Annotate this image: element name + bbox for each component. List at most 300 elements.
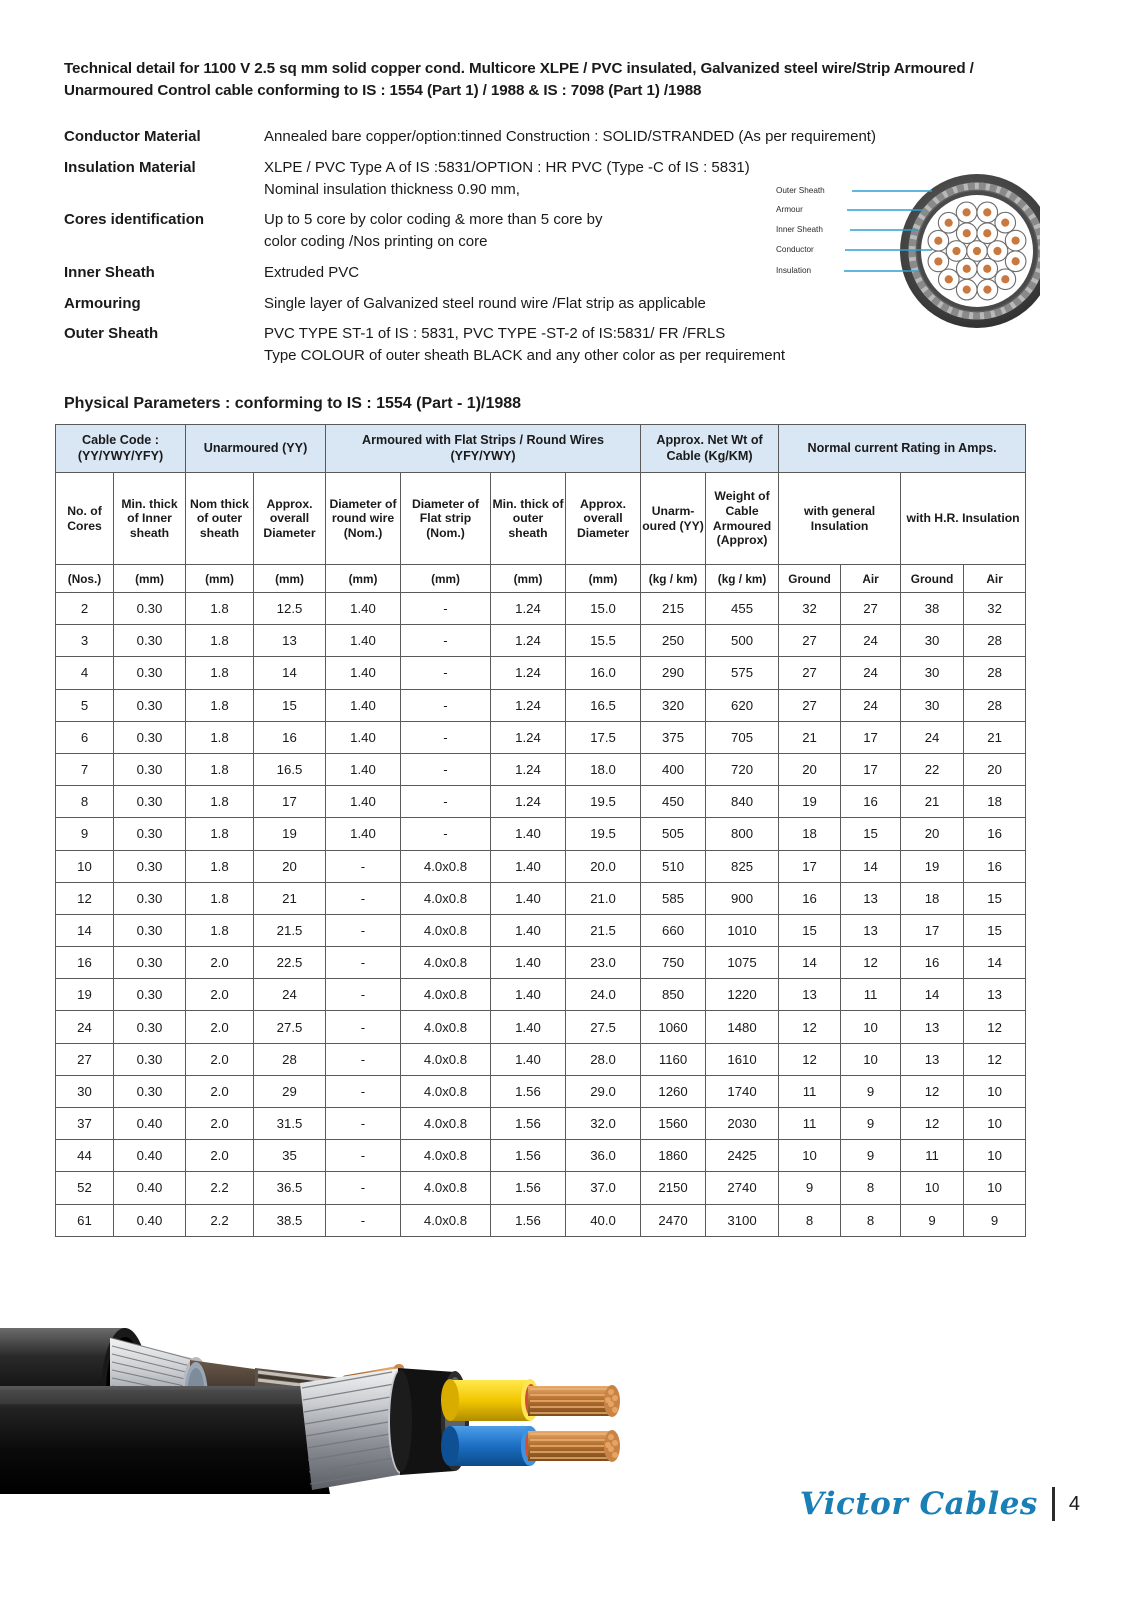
table-cell: - <box>326 1075 401 1107</box>
table-cell: 215 <box>641 593 706 625</box>
table-cell: 0.30 <box>114 753 186 785</box>
table-cell: - <box>326 1011 401 1043</box>
callout-inner-sheath: Inner Sheath <box>776 225 823 234</box>
table-cell: 2740 <box>706 1172 779 1204</box>
table-cell: 1.40 <box>326 593 401 625</box>
table-cell: 1.40 <box>326 657 401 689</box>
table-cell: 1.56 <box>491 1204 566 1236</box>
spec-value-line1: Extruded PVC <box>264 263 360 281</box>
table-cell: 27 <box>779 689 841 721</box>
table-cell: 4.0x0.8 <box>401 882 491 914</box>
table-cell: 29.0 <box>566 1075 641 1107</box>
page-footer <box>800 1486 1080 1522</box>
table-cell: 10 <box>841 1011 901 1043</box>
table-cell: 9 <box>841 1108 901 1140</box>
table-cell: - <box>401 657 491 689</box>
table-cell: 1.40 <box>491 882 566 914</box>
table-cell: 4.0x0.8 <box>401 1011 491 1043</box>
table-cell: 2.0 <box>186 1108 254 1140</box>
table-cell: - <box>401 753 491 785</box>
table-row <box>56 625 1026 657</box>
unit-cell: (mm) <box>326 565 401 593</box>
table-cell: 1.40 <box>326 818 401 850</box>
table-cell: 1075 <box>706 947 779 979</box>
table-cell: 1.40 <box>491 914 566 946</box>
table-head <box>56 425 1026 593</box>
table-cell: 900 <box>706 882 779 914</box>
table-cell: 290 <box>641 657 706 689</box>
core-conductor-dot <box>934 257 942 265</box>
table-cell: 12 <box>779 1043 841 1075</box>
table-cell: 4.0x0.8 <box>401 1075 491 1107</box>
table-cell: 1.8 <box>186 625 254 657</box>
table-cell: 500 <box>706 625 779 657</box>
table-cell: 2470 <box>641 1204 706 1236</box>
spec-label: Outer Sheath <box>64 325 159 343</box>
table-cell: 705 <box>706 721 779 753</box>
table-cell: 0.30 <box>114 979 186 1011</box>
table-cell: 2.2 <box>186 1172 254 1204</box>
table-cell: 1010 <box>706 914 779 946</box>
table-cell: 19 <box>56 979 114 1011</box>
table-row <box>56 593 1026 625</box>
table-cell: 12 <box>901 1108 964 1140</box>
table-cell: 29 <box>254 1075 326 1107</box>
table-cell: 11 <box>841 979 901 1011</box>
table-cell: 35 <box>254 1140 326 1172</box>
table-cell: 9 <box>964 1204 1026 1236</box>
table-cell: 16 <box>901 947 964 979</box>
unit-cell: Ground <box>779 565 841 593</box>
core-conductor-dot <box>962 208 970 216</box>
table-cell: 20 <box>901 818 964 850</box>
callout-conductor: Conductor <box>776 245 814 254</box>
spec-value-line2: Nominal insulation thickness 0.90 mm, <box>264 180 520 198</box>
table-cell: 825 <box>706 850 779 882</box>
table-cell: 8 <box>841 1204 901 1236</box>
table-cell: 16.0 <box>566 657 641 689</box>
table-cell: 30 <box>901 625 964 657</box>
group-header-net-weight: Approx. Net Wt of Cable (Kg/KM) <box>641 425 779 473</box>
copper-conductor-upper <box>528 1385 620 1417</box>
cable-cross-section-diagram <box>772 172 1040 330</box>
subheader-no-of-cores: No. of Cores <box>56 473 114 565</box>
spec-label: Cores identification <box>64 211 205 229</box>
table-cell: 750 <box>641 947 706 979</box>
table-cell: 1.24 <box>491 625 566 657</box>
table-cell: 0.30 <box>114 818 186 850</box>
core-conductor-dot <box>934 237 942 245</box>
table-cell: 11 <box>779 1108 841 1140</box>
table-cell: 10 <box>964 1140 1026 1172</box>
unit-cell: (kg / km) <box>641 565 706 593</box>
table-cell: 0.30 <box>114 882 186 914</box>
table-cell: 9 <box>841 1140 901 1172</box>
table-cell: 1.8 <box>186 593 254 625</box>
table-cell: 15.0 <box>566 593 641 625</box>
table-cell: - <box>326 850 401 882</box>
table-cell: 38 <box>901 593 964 625</box>
subheader-hr-insulation: with H.R. Insulation <box>901 473 1026 565</box>
unit-cell: (kg / km) <box>706 565 779 593</box>
table-cell: 2 <box>56 593 114 625</box>
unit-cell: (mm) <box>254 565 326 593</box>
table-cell: 1.8 <box>186 657 254 689</box>
spec-value-line2: Type COLOUR of outer sheath BLACK and any other color as per requirement <box>264 347 786 364</box>
table-cell: 19.5 <box>566 786 641 818</box>
table-cell: 1.24 <box>491 657 566 689</box>
table-cell: - <box>326 1108 401 1140</box>
table-cell: 1.40 <box>491 947 566 979</box>
table-cell: 36.0 <box>566 1140 641 1172</box>
table-cell: 12 <box>964 1011 1026 1043</box>
table-cell: - <box>401 786 491 818</box>
table-cell: 0.40 <box>114 1172 186 1204</box>
table-cell: 24 <box>254 979 326 1011</box>
spec-value-line1: XLPE / PVC Type A of IS :5831/OPTION : HR PVC (Type -C of IS : 5831) <box>264 158 750 176</box>
table-cell: - <box>326 914 401 946</box>
core-conductor-dot <box>945 219 953 227</box>
table-cell: 2.0 <box>186 1075 254 1107</box>
core-conductor-dot <box>963 286 971 294</box>
table-cell: 16 <box>254 721 326 753</box>
table-cell: 12 <box>841 947 901 979</box>
footer-divider <box>1052 1487 1055 1521</box>
table-cell: 0.40 <box>114 1108 186 1140</box>
table-cell: 1.40 <box>326 753 401 785</box>
table-cell: 800 <box>706 818 779 850</box>
table-cell: 21.5 <box>254 914 326 946</box>
table-cell: 11 <box>901 1140 964 1172</box>
copper-conductor-lower <box>528 1430 620 1462</box>
spec-value-line2: color coding /Nos printing on core <box>264 233 488 250</box>
table-cell: 4.0x0.8 <box>401 914 491 946</box>
table-body <box>56 593 1026 1237</box>
table-heading: Physical Parameters : conforming to IS : 1554 (Part - 1)/1988 <box>64 395 522 412</box>
table-cell: 10 <box>901 1172 964 1204</box>
table-cell: 31.5 <box>254 1108 326 1140</box>
unit-cell: Air <box>841 565 901 593</box>
table-cell: - <box>401 593 491 625</box>
table-cell: 38.5 <box>254 1204 326 1236</box>
table-cell: 19.5 <box>566 818 641 850</box>
table-row <box>56 1204 1026 1236</box>
table-cell: 27 <box>56 1043 114 1075</box>
table-cell: 27 <box>779 657 841 689</box>
callout-armour: Armour <box>776 205 803 214</box>
table-cell: 1.40 <box>326 689 401 721</box>
table-cell: 4.0x0.8 <box>401 1108 491 1140</box>
subheader-weight-armoured: Weight of Cable Armoured (Approx) <box>706 473 779 565</box>
table-cell: 27 <box>779 625 841 657</box>
group-header-current-rating: Normal current Rating in Amps. <box>779 425 1026 473</box>
table-cell: 1.40 <box>491 1011 566 1043</box>
table-cell: 400 <box>641 753 706 785</box>
table-cell: 12 <box>964 1043 1026 1075</box>
table-cell: 3 <box>56 625 114 657</box>
table-cell: 20.0 <box>566 850 641 882</box>
table-cell: 14 <box>254 657 326 689</box>
table-cell: 28 <box>254 1043 326 1075</box>
core-conductor-dot <box>1012 257 1020 265</box>
table-cell: 1.40 <box>326 786 401 818</box>
core-conductor-dot <box>1001 275 1009 283</box>
table-cell: 36.5 <box>254 1172 326 1204</box>
table-cell: 0.30 <box>114 689 186 721</box>
table-cell: 7 <box>56 753 114 785</box>
table-cell: 24 <box>56 1011 114 1043</box>
table-cell: 18.0 <box>566 753 641 785</box>
table-cell: 505 <box>641 818 706 850</box>
table-cell: 2.0 <box>186 1140 254 1172</box>
table-cell: 21.5 <box>566 914 641 946</box>
table-cell: 4.0x0.8 <box>401 850 491 882</box>
table-cell: 660 <box>641 914 706 946</box>
table-cell: 1.56 <box>491 1075 566 1107</box>
table-cell: 19 <box>779 786 841 818</box>
table-cell: 15 <box>779 914 841 946</box>
group-header-cable-code: Cable Code : (YY/YWY/YFY) <box>56 425 186 473</box>
core-conductor-dot <box>973 247 981 255</box>
cross-section-rings <box>900 174 1040 328</box>
table-cell: 12 <box>901 1075 964 1107</box>
table-cell: 16 <box>964 850 1026 882</box>
core-conductor-dot <box>1001 219 1009 227</box>
subheader-min-thick-inner: Min. thick of Inner sheath <box>114 473 186 565</box>
table-cell: 18 <box>901 882 964 914</box>
table-cell: - <box>326 1140 401 1172</box>
table-cell: 250 <box>641 625 706 657</box>
subheader-approx-overall-dia-armoured: Approx. overall Diameter <box>566 473 641 565</box>
table-cell: 1610 <box>706 1043 779 1075</box>
table-cell: 15 <box>254 689 326 721</box>
table-cell: 20 <box>779 753 841 785</box>
table-sub-header-row <box>56 473 1026 565</box>
table-cell: 17 <box>779 850 841 882</box>
subheader-nom-thick-outer: Nom thick of outer sheath <box>186 473 254 565</box>
table-cell: 10 <box>964 1172 1026 1204</box>
table-cell: 10 <box>56 850 114 882</box>
table-cell: 30 <box>901 657 964 689</box>
physical-parameters-table-wrapper <box>55 424 1025 1237</box>
table-cell: 20 <box>254 850 326 882</box>
table-cell: 0.30 <box>114 1011 186 1043</box>
table-row <box>56 1140 1026 1172</box>
table-cell: 13 <box>841 882 901 914</box>
table-row <box>56 1108 1026 1140</box>
spec-label: Insulation Material <box>64 158 196 176</box>
table-row <box>56 914 1026 946</box>
spec-value-line1: PVC TYPE ST-1 of IS : 5831, PVC TYPE -ST-2 of IS:5831/ FR /FRLS <box>264 325 726 343</box>
table-cell: 1.24 <box>491 593 566 625</box>
table-cell: 17.5 <box>566 721 641 753</box>
table-cell: 1.24 <box>491 753 566 785</box>
table-cell: 16 <box>841 786 901 818</box>
table-cell: 320 <box>641 689 706 721</box>
table-row <box>56 1172 1026 1204</box>
core-blue <box>441 1426 539 1466</box>
table-row <box>56 721 1026 753</box>
cable-four-core-power <box>0 1368 620 1494</box>
table-row <box>56 818 1026 850</box>
table-row <box>56 947 1026 979</box>
table-cell: 16 <box>964 818 1026 850</box>
table-cell: 8 <box>841 1172 901 1204</box>
table-cell: 8 <box>56 786 114 818</box>
table-cell: 32 <box>779 593 841 625</box>
table-row <box>56 689 1026 721</box>
table-cell: 14 <box>901 979 964 1011</box>
table-cell: 2.0 <box>186 1043 254 1075</box>
callout-outer-sheath: Outer Sheath <box>776 186 825 195</box>
table-cell: 4.0x0.8 <box>401 1204 491 1236</box>
core-conductor-dot <box>983 208 991 216</box>
core-conductor-dot <box>945 275 953 283</box>
table-cell: 840 <box>706 786 779 818</box>
table-row <box>56 979 1026 1011</box>
table-cell: 30 <box>901 689 964 721</box>
table-cell: 18 <box>964 786 1026 818</box>
table-cell: 13 <box>841 914 901 946</box>
table-cell: 13 <box>901 1043 964 1075</box>
table-cell: 0.30 <box>114 593 186 625</box>
table-cell: 22.5 <box>254 947 326 979</box>
core-yellow <box>441 1379 539 1421</box>
table-cell: 21 <box>254 882 326 914</box>
core-conductor-dot <box>963 265 971 273</box>
table-cell: 17 <box>841 753 901 785</box>
table-cell: 1.8 <box>186 818 254 850</box>
table-group-header-row <box>56 425 1026 473</box>
table-cell: 1.56 <box>491 1108 566 1140</box>
table-row <box>56 850 1026 882</box>
table-cell: 6 <box>56 721 114 753</box>
table-cell: 28 <box>964 657 1026 689</box>
spec-label: Armouring <box>64 294 141 312</box>
cable-product-photo <box>0 1268 700 1498</box>
table-cell: 12 <box>56 882 114 914</box>
table-cell: 32 <box>964 593 1026 625</box>
table-cell: 4.0x0.8 <box>401 1043 491 1075</box>
table-cell: 4.0x0.8 <box>401 1140 491 1172</box>
subheader-general-insulation: with general Insulation <box>779 473 901 565</box>
table-cell: 0.30 <box>114 625 186 657</box>
table-cell: 21 <box>901 786 964 818</box>
unit-cell: Air <box>964 565 1026 593</box>
table-cell: 12.5 <box>254 593 326 625</box>
subheader-approx-overall-dia-unarmoured: Approx. overall Diameter <box>254 473 326 565</box>
table-row <box>56 786 1026 818</box>
table-cell: 23.0 <box>566 947 641 979</box>
table-cell: 720 <box>706 753 779 785</box>
unit-cell: (mm) <box>566 565 641 593</box>
table-cell: 0.30 <box>114 914 186 946</box>
table-cell: 24 <box>841 625 901 657</box>
table-cell: - <box>326 947 401 979</box>
table-cell: 9 <box>56 818 114 850</box>
table-cell: 24.0 <box>566 979 641 1011</box>
table-cell: 850 <box>641 979 706 1011</box>
table-cell: 1.40 <box>491 1043 566 1075</box>
table-cell: 11 <box>779 1075 841 1107</box>
core-conductor-dot <box>963 229 971 237</box>
table-cell: 16.5 <box>566 689 641 721</box>
table-cell: 10 <box>779 1140 841 1172</box>
table-cell: 8 <box>779 1204 841 1236</box>
table-cell: 19 <box>254 818 326 850</box>
cable-photo-svg <box>0 1268 700 1498</box>
table-cell: 9 <box>841 1075 901 1107</box>
table-cell: 0.30 <box>114 1075 186 1107</box>
table-cell: 14 <box>56 914 114 946</box>
table-cell: 375 <box>641 721 706 753</box>
table-cell: 16 <box>56 947 114 979</box>
table-cell: 16.5 <box>254 753 326 785</box>
table-cell: 27.5 <box>566 1011 641 1043</box>
table-cell: 14 <box>964 947 1026 979</box>
table-cell: 2030 <box>706 1108 779 1140</box>
table-cell: 1.8 <box>186 882 254 914</box>
table-cell: 12 <box>779 1011 841 1043</box>
table-cell: 1060 <box>641 1011 706 1043</box>
table-row <box>56 657 1026 689</box>
table-cell: 52 <box>56 1172 114 1204</box>
subheader-dia-round-wire: Diameter of round wire (Nom.) <box>326 473 401 565</box>
table-cell: 13 <box>964 979 1026 1011</box>
core-conductor-dot <box>983 229 991 237</box>
table-cell: 1.8 <box>186 689 254 721</box>
table-cell: 1.8 <box>186 786 254 818</box>
table-cell: 10 <box>841 1043 901 1075</box>
table-cell: 13 <box>901 1011 964 1043</box>
table-cell: 30 <box>56 1075 114 1107</box>
table-cell: 1.56 <box>491 1140 566 1172</box>
brand-logo-text: Victor Cables <box>799 1486 1038 1522</box>
table-cell: 1.40 <box>491 979 566 1011</box>
table-cell: 575 <box>706 657 779 689</box>
table-cell: 19 <box>901 850 964 882</box>
table-cell: 28 <box>964 689 1026 721</box>
table-cell: 0.30 <box>114 850 186 882</box>
table-cell: 1.8 <box>186 914 254 946</box>
table-cell: 1.24 <box>491 721 566 753</box>
table-cell: 27.5 <box>254 1011 326 1043</box>
table-cell: 585 <box>641 882 706 914</box>
table-cell: 10 <box>964 1075 1026 1107</box>
table-cell: 1.40 <box>491 818 566 850</box>
table-cell: 37 <box>56 1108 114 1140</box>
page-number: 4 <box>1068 1492 1080 1515</box>
table-cell: 1260 <box>641 1075 706 1107</box>
table-cell: 24 <box>841 657 901 689</box>
core-conductor-dot <box>983 265 991 273</box>
spec-label: Inner Sheath <box>64 263 155 281</box>
spec-value-line1: Up to 5 core by color coding & more than 5 core by <box>264 211 603 229</box>
table-cell: 61 <box>56 1204 114 1236</box>
table-cell: 15 <box>964 914 1026 946</box>
table-cell: 3100 <box>706 1204 779 1236</box>
table-cell: - <box>401 689 491 721</box>
table-cell: 14 <box>779 947 841 979</box>
table-cell: 510 <box>641 850 706 882</box>
table-cell: 0.30 <box>114 947 186 979</box>
table-cell: 18 <box>779 818 841 850</box>
table-cell: 13 <box>779 979 841 1011</box>
table-cell: 44 <box>56 1140 114 1172</box>
table-cell: 2425 <box>706 1140 779 1172</box>
table-cell: 21 <box>779 721 841 753</box>
table-cell: 16 <box>779 882 841 914</box>
